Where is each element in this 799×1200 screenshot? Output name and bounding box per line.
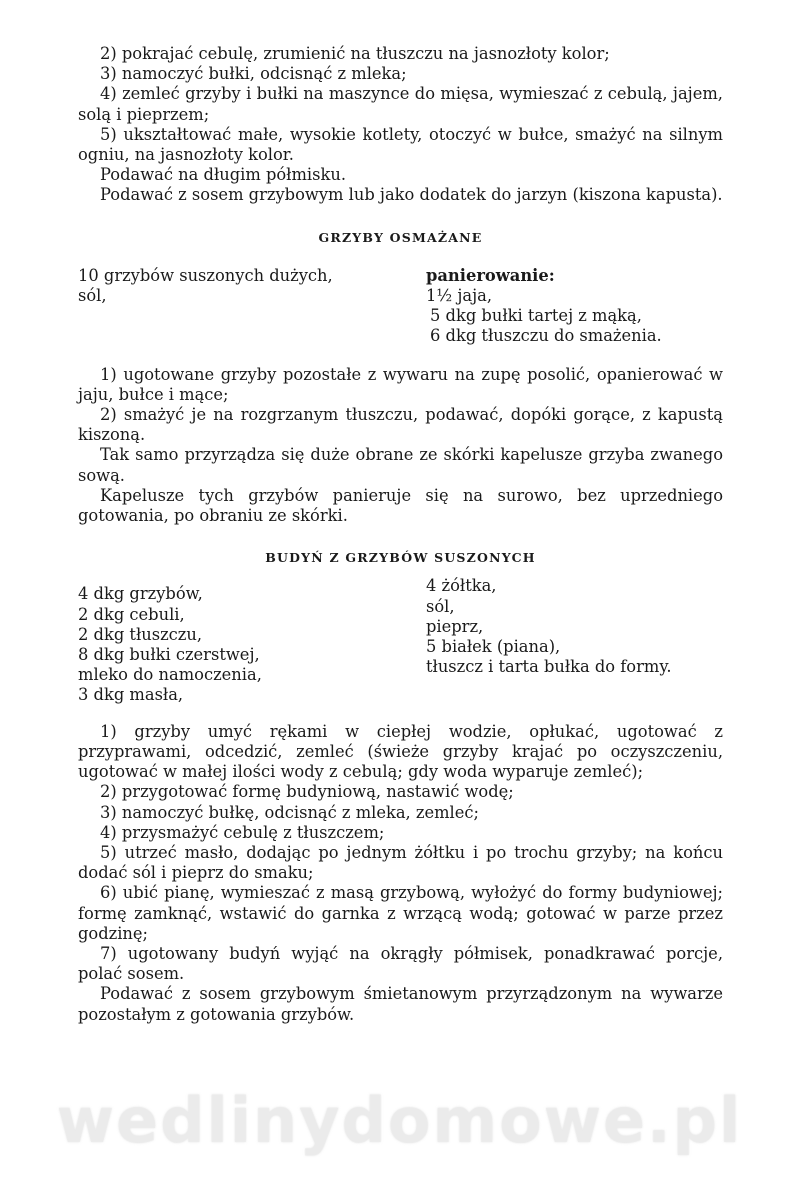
ingredient: pieprz, [426,616,484,636]
recipe2-ingredients-left [78,584,426,705]
ingredient: 10 grzybów suszonych dużych, [78,265,333,285]
recipe2-title: BUDYŃ Z GRZYBÓW SUSZONYCH [265,550,536,566]
ingredient-text: jaja, [457,286,493,306]
breading-heading: panierowanie: [426,265,555,285]
ingredient: sól, [78,286,107,306]
ingredient: 4 dkg grzybów, [78,584,203,604]
recipe2-step: 4) przysmażyć cebulę z tłuszczem; [100,822,385,842]
recipe1-ingredients [78,266,723,347]
ingredient: mleko do namoczenia, [78,665,262,685]
ingredient: tłuszcz i tarta bułka do formy. [426,657,672,677]
intro-note: Podawać na długim półmisku. [100,165,346,185]
recipe2-ingredients [78,576,723,705]
recipe1-step: 2) smażyć je na rozgrzanym tłuszczu, podawać, dopóki gorące, z kapustą kiszoną. [78,405,723,445]
intro-step: 3) namoczyć bułki, odcisnąć z mleka; [100,64,407,84]
ingredient: sól, [426,596,455,616]
intro-step: 4) zemleć grzyby i bułki na maszynce do mięsa, wymieszać z cebulą, jajem, solą i pieprzem; [78,84,723,124]
ingredient [426,286,723,306]
ingredient: 4 żółtka, [426,576,497,596]
recipe1-ingredients-left [78,266,426,347]
fraction: 1½ [426,286,453,306]
ingredient: 5 białek (piana), [426,637,561,657]
recipe1-note: Kapelusze tych grzybów panieruje się na surowo, bez uprzedniego gotowania, po obraniu ze skórki. [78,485,723,526]
recipe2-step: 7) ugotowany budyń wyjąć na okrągły półmisek, ponadkrawać porcje, polać sosem. [78,943,723,984]
recipe2-step: 3) namoczyć bułkę, odcisnąć z mleka, zemleć; [100,802,479,822]
recipe2-step: 6) ubić pianę, wymieszać z masą grzybową, wyłożyć do formy budyniowej; formę zamknąć, wstawić do garnka z wrzącą wodą; gotować w parze przez godzinę; [78,883,723,943]
intro-step: 5) ukształtować małe, wysokie kotlety, otoczyć w bułce, smażyć na silnym ogniu, na jasnozłoty kolor. [78,124,723,165]
ingredient: 2 dkg tłuszczu, [78,624,203,644]
recipe1-step: 1) ugotowane grzyby pozostałe z wywaru na zupę posolić, opanierować w jaju, bułce i mące; [78,364,723,404]
recipe-page [78,44,723,1025]
ingredient: 3 dkg masła, [78,685,184,705]
ingredient: 6 dkg tłuszczu do smażenia. [430,326,662,346]
ingredient: 2 dkg cebuli, [78,604,185,624]
recipe2-note: Podawać z sosem grzybowym śmietanowym przyrządzonym na wywarze pozostałym z gotowania grzybów. [78,984,723,1024]
ingredient: 8 dkg bułki czerstwej, [78,645,260,665]
intro-step: 2) pokrajać cebulę, zrumienić na tłuszczu na jasnozłoty kolor; [100,44,610,63]
watermark: wedlinydomowe.pl [56,1084,743,1157]
recipe1-note: Tak samo przyrządza się duże obrane ze skórki kapelusze grzyba zwanego sową. [78,445,723,485]
recipe1-title: GRZYBY OSMAŻANE [318,229,483,245]
intro-note: Podawać z sosem grzybowym lub jako dodatek do jarzyn (kiszona kapusta). [100,185,723,205]
recipe1-ingredients-right [426,266,723,347]
recipe2-ingredients-right [426,576,723,705]
ingredient: 5 dkg bułki tartej z mąką, [430,306,642,326]
recipe2-step: 5) utrzeć masło, dodając po jednym żółtku i po trochu grzyby; na końcu dodać sól i pieprz do smaku; [78,842,723,883]
recipe2-step: 1) grzyby umyć rękami w ciepłej wodzie, opłukać, ugotować z przyprawami, odcedzić, zemleć (świeże grzyby krajać po oczyszczeniu, ugotować w małej ilości wody z cebulą; gdy woda wyparuje zemleć); [78,721,723,782]
recipe2-step: 2) przygotować formę budyniową, nastawić wodę; [100,782,514,802]
